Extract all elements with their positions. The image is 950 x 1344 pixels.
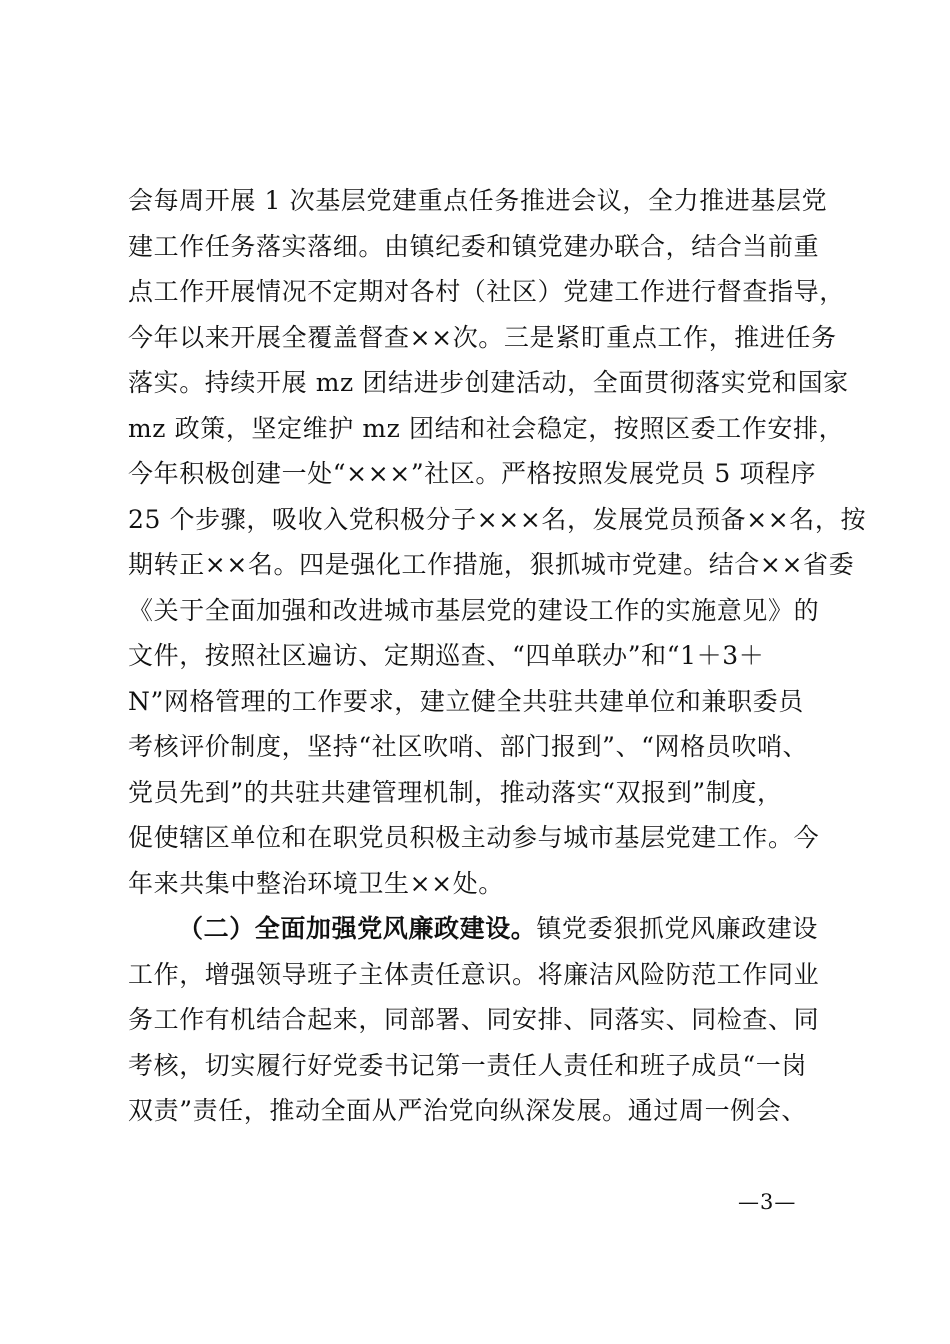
- text-line: 建工作任务落实落细。由镇纪委和镇党建办联合，结合当前重: [128, 231, 820, 261]
- text-line: 工作，增强领导班子主体责任意识。将廉洁风险防范工作同业: [128, 959, 820, 989]
- text-line: 期转正××名。四是强化工作措施，狠抓城市党建。结合××省委: [128, 550, 855, 579]
- text-line: 促使辖区单位和在职党员积极主动参与城市基层党建工作。今: [128, 823, 820, 852]
- text-line: 今年以来开展全覆盖督查××次。三是紧盯重点工作，推进任务: [128, 322, 837, 352]
- text-line: 文件，按照社区遍访、定期巡查、“四单联办”和“1＋3＋: [128, 641, 765, 670]
- text-line: mz 政策，坚定维护 mz 团结和社会稳定，按照区委工作安排，: [128, 413, 845, 443]
- text-line: 今年积极创建一处“×××”社区。严格按照发展党员 5 项程序: [128, 459, 817, 488]
- text-line: 党员先到”的共驻共建管理机制，推动落实“双报到”制度，: [128, 777, 783, 807]
- text-line: 《关于全面加强和改进城市基层党的建设工作的实施意见》的: [128, 595, 820, 625]
- text-line: 落实。持续开展 mz 团结进步创建活动，全面贯彻落实党和国家: [128, 368, 849, 397]
- text-line: N”网格管理的工作要求，建立健全共驻共建单位和兼职委员: [128, 686, 804, 716]
- page-number: —3—: [738, 1190, 797, 1214]
- text-line: 考核评价制度，坚持“社区吹哨、部门报到”、“网格员吹哨、: [128, 732, 809, 761]
- body-text: [128, 178, 867, 1134]
- text-line: 会每周开展 1 次基层党建重点任务推进会议，全力推进基层党: [128, 186, 828, 215]
- section-heading-rest: 镇党委狠抓党风廉政建设: [536, 914, 819, 943]
- text-line: 考核，切实履行好党委书记第一责任人责任和班子成员“一岗: [128, 1050, 807, 1080]
- text-line: 务工作有机结合起来，同部署、同安排、同落实、同检查、同: [128, 1005, 820, 1034]
- text-line: 双责”责任，推动全面从严治党向纵深发展。通过周一例会、: [128, 1096, 807, 1125]
- text-line: 25 个步骤，吸收入党积极分子×××名，发展党员预备××名，按: [128, 504, 867, 534]
- section-heading: （二）全面加强党风廉政建设。: [178, 914, 537, 943]
- text-line: 年来共集中整治环境卫生××处。: [128, 868, 504, 898]
- section-heading-line: [128, 906, 838, 952]
- text-line: 点工作开展情况不定期对各村（社区）党建工作进行督查指导，: [128, 277, 845, 306]
